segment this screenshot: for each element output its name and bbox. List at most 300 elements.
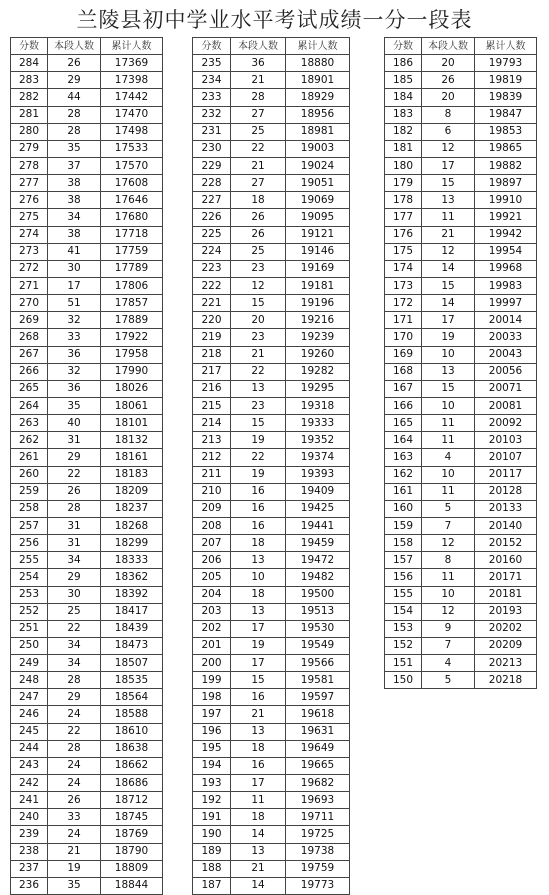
table-row <box>193 843 350 860</box>
score-cell: 192 <box>193 792 231 809</box>
table-row <box>11 449 163 466</box>
header-segment-count: 本段人数 <box>231 38 286 55</box>
cumulative-count-cell: 18417 <box>101 603 163 620</box>
segment-count-cell: 22 <box>48 466 101 483</box>
table-row <box>11 157 163 174</box>
segment-count-cell: 13 <box>231 723 286 740</box>
table-row <box>193 569 350 586</box>
segment-count-cell: 19 <box>422 329 475 346</box>
table-row <box>193 415 350 432</box>
segment-count-cell: 4 <box>422 449 475 466</box>
table-row <box>193 689 350 706</box>
cumulative-count-cell: 17570 <box>101 157 163 174</box>
table-row <box>193 740 350 757</box>
cumulative-count-cell: 18333 <box>101 552 163 569</box>
table-row <box>11 637 163 654</box>
cumulative-count-cell: 19425 <box>286 500 350 517</box>
score-cell: 174 <box>385 260 422 277</box>
cumulative-count-cell: 19581 <box>286 672 350 689</box>
score-cell: 181 <box>385 140 422 157</box>
table-row <box>11 517 163 534</box>
segment-count-cell: 13 <box>422 192 475 209</box>
cumulative-count-cell: 19882 <box>475 157 537 174</box>
segment-count-cell: 33 <box>48 809 101 826</box>
segment-count-cell: 10 <box>422 346 475 363</box>
cumulative-count-cell: 18844 <box>101 877 163 894</box>
cumulative-count-cell: 19693 <box>286 792 350 809</box>
score-cell: 223 <box>193 260 231 277</box>
segment-count-cell: 29 <box>48 72 101 89</box>
table-row <box>385 397 537 414</box>
score-cell: 182 <box>385 123 422 140</box>
segment-count-cell: 15 <box>422 380 475 397</box>
table-row <box>11 415 163 432</box>
score-cell: 159 <box>385 517 422 534</box>
table-row <box>11 312 163 329</box>
table-row <box>11 72 163 89</box>
score-cell: 253 <box>11 586 48 603</box>
table-row <box>11 55 163 72</box>
segment-count-cell: 26 <box>231 209 286 226</box>
score-table-3 <box>384 37 537 689</box>
score-cell: 218 <box>193 346 231 363</box>
table-row <box>11 192 163 209</box>
score-cell: 193 <box>193 775 231 792</box>
segment-count-cell: 13 <box>231 552 286 569</box>
score-table-1 <box>10 37 163 895</box>
segment-count-cell: 12 <box>422 603 475 620</box>
cumulative-count-cell: 19374 <box>286 449 350 466</box>
cumulative-count-cell: 20202 <box>475 620 537 637</box>
table-row <box>193 260 350 277</box>
cumulative-count-cell: 17608 <box>101 175 163 192</box>
table-row <box>11 175 163 192</box>
cumulative-count-cell: 19295 <box>286 380 350 397</box>
cumulative-count-cell: 20140 <box>475 517 537 534</box>
score-cell: 258 <box>11 500 48 517</box>
table-row <box>193 620 350 637</box>
cumulative-count-cell: 19921 <box>475 209 537 226</box>
table-row <box>385 72 537 89</box>
segment-count-cell: 13 <box>231 380 286 397</box>
segment-count-cell: 23 <box>231 329 286 346</box>
table-row <box>385 55 537 72</box>
table-header-row <box>11 38 163 55</box>
segment-count-cell: 26 <box>422 72 475 89</box>
score-cell: 213 <box>193 432 231 449</box>
table-row <box>385 432 537 449</box>
cumulative-count-cell: 19513 <box>286 603 350 620</box>
table-row <box>193 792 350 809</box>
table-header-row <box>385 38 537 55</box>
cumulative-count-cell: 20117 <box>475 466 537 483</box>
segment-count-cell: 18 <box>231 586 286 603</box>
segment-count-cell: 21 <box>231 706 286 723</box>
table-row <box>385 552 537 569</box>
table-row <box>193 363 350 380</box>
score-cell: 158 <box>385 535 422 552</box>
score-cell: 217 <box>193 363 231 380</box>
cumulative-count-cell: 19051 <box>286 175 350 192</box>
table-row <box>193 483 350 500</box>
table-row <box>193 809 350 826</box>
score-cell: 229 <box>193 157 231 174</box>
cumulative-count-cell: 20209 <box>475 637 537 654</box>
segment-count-cell: 16 <box>231 500 286 517</box>
score-cell: 207 <box>193 535 231 552</box>
cumulative-count-cell: 18507 <box>101 655 163 672</box>
segment-count-cell: 16 <box>231 757 286 774</box>
segment-count-cell: 13 <box>231 603 286 620</box>
cumulative-count-cell: 19409 <box>286 483 350 500</box>
segment-count-cell: 30 <box>48 260 101 277</box>
segment-count-cell: 14 <box>231 826 286 843</box>
score-cell: 222 <box>193 277 231 294</box>
score-cell: 163 <box>385 449 422 466</box>
table-row <box>193 243 350 260</box>
cumulative-count-cell: 18209 <box>101 483 163 500</box>
score-cell: 235 <box>193 55 231 72</box>
score-cell: 169 <box>385 346 422 363</box>
segment-count-cell: 10 <box>422 586 475 603</box>
score-cell: 275 <box>11 209 48 226</box>
table-row <box>385 295 537 312</box>
segment-count-cell: 11 <box>422 432 475 449</box>
table-row <box>11 466 163 483</box>
table-row <box>385 415 537 432</box>
table-row <box>193 295 350 312</box>
table-row <box>385 277 537 294</box>
cumulative-count-cell: 19459 <box>286 535 350 552</box>
segment-count-cell: 35 <box>48 140 101 157</box>
segment-count-cell: 10 <box>422 397 475 414</box>
segment-count-cell: 34 <box>48 209 101 226</box>
table-row <box>11 123 163 140</box>
table-row <box>385 175 537 192</box>
score-cell: 194 <box>193 757 231 774</box>
score-cell: 240 <box>11 809 48 826</box>
cumulative-count-cell: 18638 <box>101 740 163 757</box>
header-cumulative-count: 累计人数 <box>475 38 537 55</box>
segment-count-cell: 24 <box>48 826 101 843</box>
table-row <box>385 329 537 346</box>
cumulative-count-cell: 19865 <box>475 140 537 157</box>
score-cell: 220 <box>193 312 231 329</box>
score-cell: 180 <box>385 157 422 174</box>
segment-count-cell: 26 <box>48 55 101 72</box>
score-cell: 245 <box>11 723 48 740</box>
segment-count-cell: 19 <box>231 432 286 449</box>
score-cell: 234 <box>193 72 231 89</box>
cumulative-count-cell: 19942 <box>475 226 537 243</box>
cumulative-count-cell: 19983 <box>475 277 537 294</box>
table-row <box>385 140 537 157</box>
table-row <box>11 655 163 672</box>
cumulative-count-cell: 18299 <box>101 535 163 552</box>
cumulative-count-cell: 17958 <box>101 346 163 363</box>
table-row <box>193 500 350 517</box>
score-cell: 160 <box>385 500 422 517</box>
score-cell: 154 <box>385 603 422 620</box>
header-segment-count: 本段人数 <box>48 38 101 55</box>
cumulative-count-cell: 20133 <box>475 500 537 517</box>
cumulative-count-cell: 18769 <box>101 826 163 843</box>
score-cell: 266 <box>11 363 48 380</box>
cumulative-count-cell: 19216 <box>286 312 350 329</box>
score-cell: 236 <box>11 877 48 894</box>
score-cell: 267 <box>11 346 48 363</box>
cumulative-count-cell: 20193 <box>475 603 537 620</box>
table-row <box>193 723 350 740</box>
cumulative-count-cell: 20181 <box>475 586 537 603</box>
segment-count-cell: 17 <box>422 312 475 329</box>
table-row <box>11 277 163 294</box>
cumulative-count-cell: 19352 <box>286 432 350 449</box>
score-cell: 265 <box>11 380 48 397</box>
segment-count-cell: 22 <box>231 140 286 157</box>
score-cell: 185 <box>385 72 422 89</box>
score-cell: 190 <box>193 826 231 843</box>
cumulative-count-cell: 17398 <box>101 72 163 89</box>
table-row <box>385 672 537 689</box>
cumulative-count-cell: 19631 <box>286 723 350 740</box>
table-row <box>11 209 163 226</box>
segment-count-cell: 17 <box>231 775 286 792</box>
cumulative-count-cell: 20103 <box>475 432 537 449</box>
table-row <box>193 192 350 209</box>
table-row <box>193 175 350 192</box>
table-row <box>385 157 537 174</box>
cumulative-count-cell: 19482 <box>286 569 350 586</box>
score-cell: 276 <box>11 192 48 209</box>
segment-count-cell: 36 <box>48 380 101 397</box>
table-row <box>11 740 163 757</box>
score-cell: 260 <box>11 466 48 483</box>
segment-count-cell: 16 <box>231 517 286 534</box>
table-row <box>11 843 163 860</box>
segment-count-cell: 11 <box>422 415 475 432</box>
cumulative-count-cell: 20071 <box>475 380 537 397</box>
segment-count-cell: 40 <box>48 415 101 432</box>
segment-count-cell: 12 <box>422 243 475 260</box>
score-cell: 150 <box>385 672 422 689</box>
segment-count-cell: 18 <box>231 809 286 826</box>
table-row <box>385 106 537 123</box>
table-row <box>11 483 163 500</box>
cumulative-count-cell: 19003 <box>286 140 350 157</box>
score-cell: 242 <box>11 775 48 792</box>
cumulative-count-cell: 18183 <box>101 466 163 483</box>
score-cell: 282 <box>11 89 48 106</box>
cumulative-count-cell: 19597 <box>286 689 350 706</box>
cumulative-count-cell: 20128 <box>475 483 537 500</box>
cumulative-count-cell: 18132 <box>101 432 163 449</box>
table-row <box>193 449 350 466</box>
cumulative-count-cell: 19773 <box>286 877 350 894</box>
header-score: 分数 <box>11 38 48 55</box>
cumulative-count-cell: 17806 <box>101 277 163 294</box>
segment-count-cell: 21 <box>231 157 286 174</box>
score-cell: 233 <box>193 89 231 106</box>
table-row <box>11 140 163 157</box>
segment-count-cell: 26 <box>48 483 101 500</box>
table-row <box>11 106 163 123</box>
cumulative-count-cell: 19649 <box>286 740 350 757</box>
cumulative-count-cell: 19146 <box>286 243 350 260</box>
segment-count-cell: 25 <box>48 603 101 620</box>
table-row <box>11 860 163 877</box>
segment-count-cell: 25 <box>231 123 286 140</box>
score-cell: 270 <box>11 295 48 312</box>
segment-count-cell: 21 <box>231 860 286 877</box>
score-cell: 254 <box>11 569 48 586</box>
score-cell: 209 <box>193 500 231 517</box>
segment-count-cell: 15 <box>231 295 286 312</box>
table-row <box>193 517 350 534</box>
table-row <box>385 637 537 654</box>
cumulative-count-cell: 18901 <box>286 72 350 89</box>
segment-count-cell: 34 <box>48 552 101 569</box>
cumulative-count-cell: 19069 <box>286 192 350 209</box>
cumulative-count-cell: 19196 <box>286 295 350 312</box>
table-row <box>385 483 537 500</box>
table-row <box>385 123 537 140</box>
table-row <box>11 706 163 723</box>
table-row <box>193 72 350 89</box>
score-cell: 208 <box>193 517 231 534</box>
segment-count-cell: 33 <box>48 329 101 346</box>
segment-count-cell: 21 <box>48 843 101 860</box>
table-row <box>193 535 350 552</box>
score-cell: 188 <box>193 860 231 877</box>
table-row <box>11 586 163 603</box>
cumulative-count-cell: 19169 <box>286 260 350 277</box>
segment-count-cell: 18 <box>231 535 286 552</box>
score-cell: 210 <box>193 483 231 500</box>
score-cell: 177 <box>385 209 422 226</box>
table-row <box>11 672 163 689</box>
score-cell: 230 <box>193 140 231 157</box>
cumulative-count-cell: 19839 <box>475 89 537 106</box>
score-cell: 228 <box>193 175 231 192</box>
cumulative-count-cell: 17470 <box>101 106 163 123</box>
table-row <box>11 826 163 843</box>
cumulative-count-cell: 18712 <box>101 792 163 809</box>
table-row <box>11 775 163 792</box>
cumulative-count-cell: 18439 <box>101 620 163 637</box>
table-row <box>193 209 350 226</box>
cumulative-count-cell: 19549 <box>286 637 350 654</box>
table-row <box>11 792 163 809</box>
cumulative-count-cell: 19910 <box>475 192 537 209</box>
segment-count-cell: 35 <box>48 397 101 414</box>
table-row <box>385 192 537 209</box>
score-cell: 161 <box>385 483 422 500</box>
table-row <box>385 243 537 260</box>
cumulative-count-cell: 17533 <box>101 140 163 157</box>
segment-count-cell: 23 <box>231 397 286 414</box>
segment-count-cell: 27 <box>231 106 286 123</box>
score-cell: 231 <box>193 123 231 140</box>
header-cumulative-count: 累计人数 <box>286 38 350 55</box>
score-cell: 155 <box>385 586 422 603</box>
score-cell: 166 <box>385 397 422 414</box>
table-row <box>193 877 350 894</box>
cumulative-count-cell: 19181 <box>286 277 350 294</box>
cumulative-count-cell: 18392 <box>101 586 163 603</box>
segment-count-cell: 14 <box>422 295 475 312</box>
segment-count-cell: 4 <box>422 655 475 672</box>
score-cell: 198 <box>193 689 231 706</box>
cumulative-count-cell: 17646 <box>101 192 163 209</box>
segment-count-cell: 27 <box>231 175 286 192</box>
cumulative-count-cell: 19711 <box>286 809 350 826</box>
cumulative-count-cell: 19618 <box>286 706 350 723</box>
table-row <box>193 586 350 603</box>
score-cell: 203 <box>193 603 231 620</box>
cumulative-count-cell: 17498 <box>101 123 163 140</box>
cumulative-count-cell: 20043 <box>475 346 537 363</box>
cumulative-count-cell: 18473 <box>101 637 163 654</box>
header-score: 分数 <box>193 38 231 55</box>
score-cell: 168 <box>385 363 422 380</box>
table-row <box>193 706 350 723</box>
cumulative-count-cell: 19968 <box>475 260 537 277</box>
segment-count-cell: 21 <box>231 72 286 89</box>
cumulative-count-cell: 19472 <box>286 552 350 569</box>
segment-count-cell: 20 <box>422 89 475 106</box>
score-cell: 261 <box>11 449 48 466</box>
segment-count-cell: 38 <box>48 175 101 192</box>
cumulative-count-cell: 19282 <box>286 363 350 380</box>
table-row <box>385 620 537 637</box>
score-cell: 157 <box>385 552 422 569</box>
cumulative-count-cell: 19566 <box>286 655 350 672</box>
table-row <box>193 603 350 620</box>
cumulative-count-cell: 17789 <box>101 260 163 277</box>
segment-count-cell: 12 <box>422 140 475 157</box>
cumulative-count-cell: 18662 <box>101 757 163 774</box>
segment-count-cell: 7 <box>422 637 475 654</box>
cumulative-count-cell: 19897 <box>475 175 537 192</box>
cumulative-count-cell: 17889 <box>101 312 163 329</box>
score-cell: 176 <box>385 226 422 243</box>
table-row <box>11 552 163 569</box>
table-row <box>193 775 350 792</box>
cumulative-count-cell: 19393 <box>286 466 350 483</box>
score-cell: 200 <box>193 655 231 672</box>
score-cell: 226 <box>193 209 231 226</box>
score-cell: 215 <box>193 397 231 414</box>
score-cell: 189 <box>193 843 231 860</box>
score-cell: 252 <box>11 603 48 620</box>
score-cell: 153 <box>385 620 422 637</box>
cumulative-count-cell: 19260 <box>286 346 350 363</box>
score-cell: 249 <box>11 655 48 672</box>
table-row <box>193 826 350 843</box>
table-row <box>385 449 537 466</box>
table-row <box>11 346 163 363</box>
score-cell: 170 <box>385 329 422 346</box>
segment-count-cell: 7 <box>422 517 475 534</box>
segment-count-cell: 30 <box>48 586 101 603</box>
table-header-row <box>193 38 350 55</box>
table-row <box>11 329 163 346</box>
score-cell: 151 <box>385 655 422 672</box>
cumulative-count-cell: 17990 <box>101 363 163 380</box>
table-row <box>193 55 350 72</box>
segment-count-cell: 44 <box>48 89 101 106</box>
